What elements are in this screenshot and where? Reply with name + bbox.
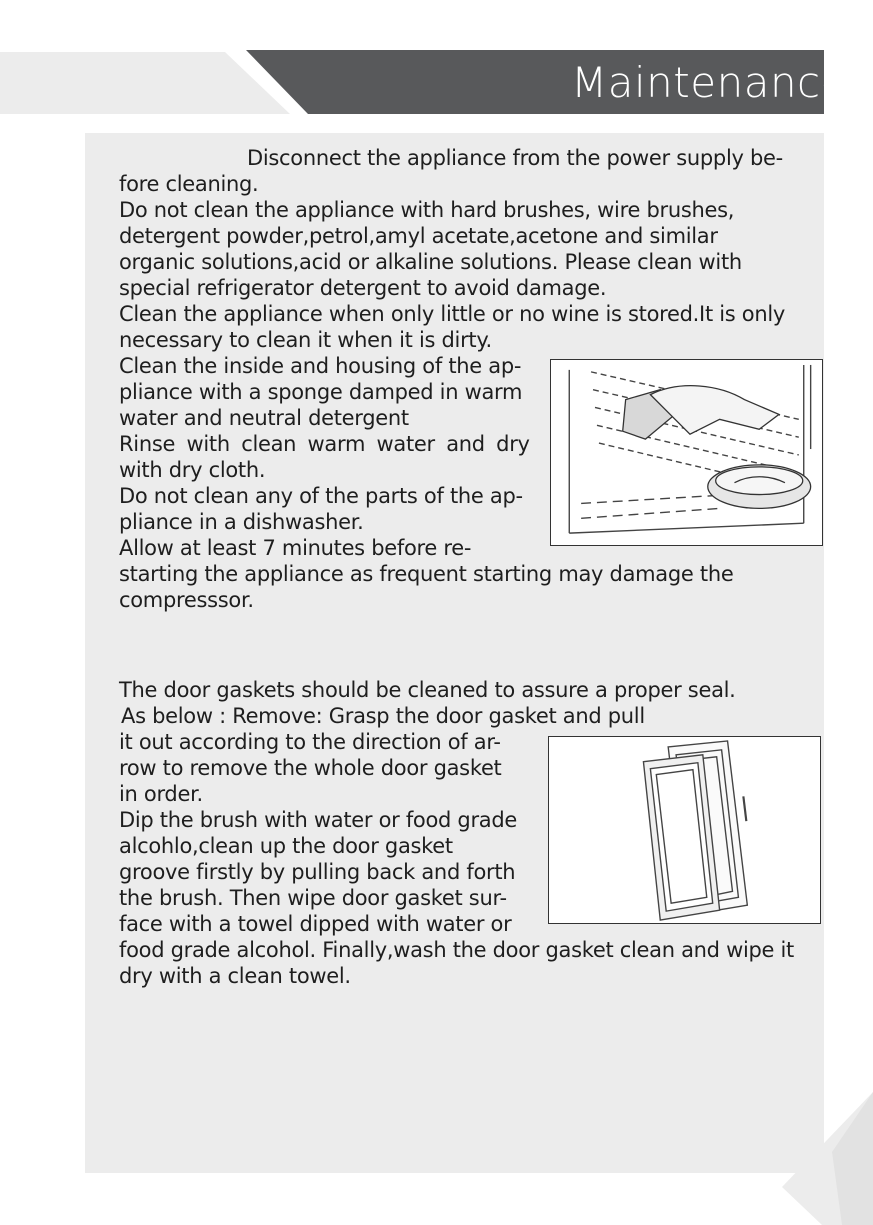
text-line: dry with a clean towel. [119, 964, 351, 988]
text-line: pliance in a dishwasher. [119, 510, 364, 534]
text-line: it out according to the direction of ar- [119, 730, 501, 754]
text-line: Disconnect the appliance from the power supply be- [247, 146, 783, 170]
text-line: starting the appliance as frequent starting may damage the [119, 562, 734, 586]
page-title: Maintenance [571, 58, 847, 107]
text-line: in order. [119, 782, 203, 806]
header-tab-decoration [0, 52, 290, 114]
text-line: pliance with a sponge damped in warm [119, 380, 523, 404]
text-line: necessary to clean it when it is dirty. [119, 328, 492, 352]
text-line: detergent powder,petrol,amyl acetate,acetone and similar [119, 224, 718, 248]
text-line: Do not clean the appliance with hard brushes, wire brushes, [119, 198, 735, 222]
text-line: alcohlo,clean up the door gasket [119, 834, 453, 858]
text-line: organic solutions,acid or alkaline solutions. Please clean with [119, 250, 742, 274]
text-line: Dip the brush with water or food grade [119, 808, 518, 832]
text-line: the brush. Then wipe door gasket sur- [119, 886, 507, 910]
text-line: groove firstly by pulling back and forth [119, 860, 516, 884]
text-line: fore cleaning. [119, 172, 259, 196]
text-line: Clean the inside and housing of the ap- [119, 354, 522, 378]
door-gasket-image [549, 737, 820, 923]
text-line: with dry cloth. [119, 458, 266, 482]
text-line: The door gaskets should be cleaned to assure a proper seal. [119, 678, 736, 702]
text-line: food grade alcohol. Finally,wash the door gasket clean and wipe it [119, 938, 794, 962]
text-line: Rinse with clean warm water and dry [119, 432, 530, 456]
text-line: water and neutral detergent [119, 406, 409, 430]
text-line: Clean the appliance when only little or no wine is stored.It is only [119, 302, 786, 326]
gasket-illustration [548, 736, 821, 924]
text-line: face with a towel dipped with water or [119, 912, 512, 936]
text-line: Do not clean any of the parts of the ap- [119, 484, 523, 508]
cleaning-illustration [550, 359, 823, 546]
text-line: compresssor. [119, 588, 254, 612]
sponge-cleaning-image [551, 360, 822, 545]
text-line: special refrigerator detergent to avoid damage. [119, 276, 607, 300]
text-line: row to remove the whole door gasket [119, 756, 502, 780]
text-line: Allow at least 7 minutes before re- [119, 536, 472, 560]
text-line: As below : Remove: Grasp the door gasket and pull [121, 704, 645, 728]
